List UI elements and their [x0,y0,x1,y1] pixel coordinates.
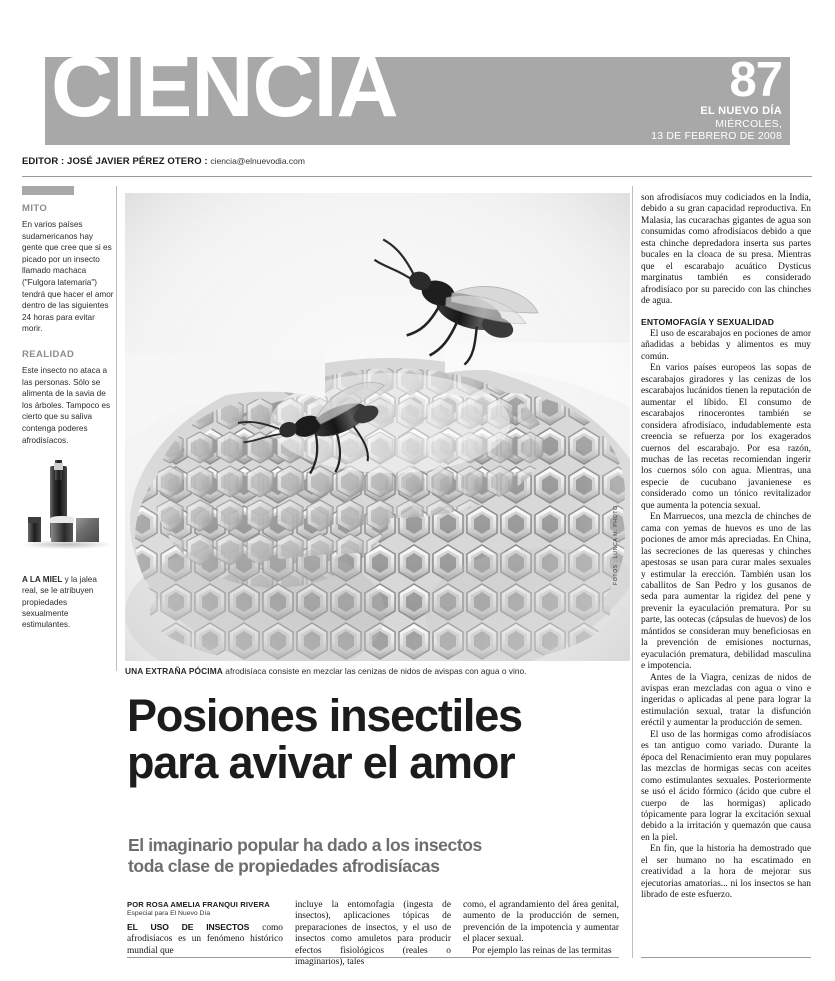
deck-line-1: El imaginario popular ha dado a los insectos [128,835,482,855]
photo-caption-rest: afrodisíaca consiste en mezclar las cenizas de nidos de avispas con agua o vino. [222,666,527,676]
sidebar-myth-body: En varios países sudamericanos hay gente que cree que si es picado por un insecto llamado machaca ("Fulgora latemaria") tendrá que hacer el amor dentro de las siguientes 24 horas para evitar morir. [22,220,114,334]
sidebar-divider [116,186,117,671]
lead-bold: EL USO DE INSECTOS [127,922,250,932]
masthead-info [651,53,782,143]
article-deck [128,835,628,877]
main-photo-caption [125,666,625,677]
right-paragraph-3: En varios países europeos las sopas de escarabajos giradores y las cenizas de los escarabajos lucánidos tienen la reputación de aumentar el líbido. El consumo de escarabajos rinocerontes también se considera afrodisíaco, indudablemente esta creencia se refuerza por los exagerados cuernos del escarabajo. Por esa razón, muchas de las recetas recomiendan ingerir los cuernos sólo con agua. Mientras, una especie de cucubano javanienese es considerado como un tónico revitalizador que aumenta la potencia sexual. [641,363,811,511]
article-column-3 [463,900,619,957]
right-paragraph-6: El uso de las hormigas como afrodisíacos es tan antiguo como variado. Durante la época del Renacimiento eran muy populares las mezclas de hormigas secas con aceites como estimulantes sexuales. Posteriormente se usó el ácido fórmico (ácido que cubre el cuerpo de las hormigas) aplicado tópicamente para lograr la excitación sexual debido a la irritación y quemazón que causa en la piel. [641,729,811,843]
header-divider [22,176,812,177]
sidebar-photo-honey-products [22,460,114,567]
bottom-divider-left [127,957,619,958]
right-paragraph-1: son afrodisíacos muy codiciados en la India, debido a su gran capacidad reproductiva. En Malasia, las cucarachas gigantes de agua son consumidas como afrodisíacos debido a que esta chinche depredadora inserta sus partes bucales en la cloaca de su presa. Mientras que el escarabajo acuático Dysticus marginatus también es considerado afrodisíaco por su parecido con las chinches de agua. [641,193,811,307]
lead-rest: como afrodisíacos es un fenómeno histórico mundial que [127,923,283,956]
article-headline [127,692,627,786]
right-paragraph-4: En Marruecos, una mezcla de chinches de cama con yemas de huevos es uno de las pociones de amor más apreciadas. En China, las secreciones de las queresas y chinches apestosas se usan para curar males sexuales y estimular la erección. También usan los caballitos de San Pedro y los gusanos de seda para aumentar la rigidez del pene y prevenir la eyaculación prematura. Por su parte, las ootecas (cápsulas de huevos) de los mántidos se consideran muy beneficiosas en la prevención de emisiones nocturnas, eyaculación prematura, debilidad masculina e impotencia. [641,512,811,672]
sidebar-photo-caption [22,574,114,630]
photo-credit: FOTOS : LUNCA M. PHOTO [613,505,619,585]
editor-label: EDITOR : JOSÉ JAVIER PÉREZ OTERO : [22,156,208,167]
right-paragraph-5: Antes de la Viagra, cenizas de nidos de avispas eran mezcladas con agua o vino e ingeridas o aplicadas al pene para lograr la estimulación sexual, tratar la disfunción eréctil y aumentar la producción de semen. [641,672,811,729]
editor-email[interactable]: ciencia@elnuevodia.com [210,156,305,166]
main-photo-wasp-nest [125,193,630,661]
column-3-text: como, el agrandamiento del área genital, aumento de la producción de semen, prevención de la impotencia y aumentar el placer sexual. [463,900,619,945]
wasp-nest-illustration [125,193,630,661]
sidebar-swatch [22,186,74,195]
sidebar-myth-heading: MITO [22,203,48,214]
sidebar [22,186,114,630]
masthead-banner [45,39,790,145]
sidebar-reality-body: Este insecto no ataca a las personas. Sólo se alimenta de la savia de los árboles. Tampoco es cierto que su saliva contenga poderes afrodisíacos. [22,365,111,445]
deck-line-2: toda clase de propiedades afrodisíacas [128,856,440,876]
right-paragraph-2: El uso de escarabajos en pociones de amor añadidas a bebidas y alimentos es muy común. [641,328,811,362]
column-2-text: incluye la entomofagia (ingesta de insectos), aplicaciones tópicas de preparaciones de insectos, y el uso de insectos como amuletos para producir efectos fisiológicos (reales o imaginarios), tales [295,900,451,968]
column-3-text-2: Por ejemplo las reinas de las termitas [472,945,612,956]
photo-caption-lead: UNA EXTRAÑA PÓCIMA [125,666,223,676]
right-section-heading: ENTOMOFAGÍA Y SEXUALIDAD [641,316,775,327]
sidebar-caption-rest: y la jalea real, se le atribuyen propiedades sexualmente estimulantes. [22,575,97,629]
article-column-1 [127,922,283,957]
right-column [641,193,811,902]
section-title: CIENCIA [51,39,398,135]
byline [127,900,282,917]
publication-weekday: MIÉRCOLES, [715,117,782,130]
sidebar-caption-lead: A LA MIEL [22,575,63,585]
headline-line-2: para avivar el amor [127,737,515,788]
headline-line-1: Posiones insectiles [127,690,522,741]
byline-author: POR ROSA AMELIA FRANQUI RIVERA [127,900,270,909]
bottom-divider-right [641,957,811,958]
page-number: 87 [729,53,782,107]
sidebar-reality-heading: REALIDAD [22,348,75,360]
publication-date: 13 DE FEBRERO DE 2008 [651,130,782,143]
editor-line [22,156,790,167]
right-column-divider [632,186,633,958]
article-column-2 [295,900,451,968]
byline-affiliation: Especial para El Nuevo Día [127,910,211,917]
right-paragraph-7: En fin, que la historia ha demostrado que el ser humano no ha escatimado en creatividad a la hora de mejorar sus ejecutorias amatorias... ni los insectos se han librado de este esfuerzo. [641,844,811,901]
paper-name: EL NUEVO DÍA [700,104,782,117]
